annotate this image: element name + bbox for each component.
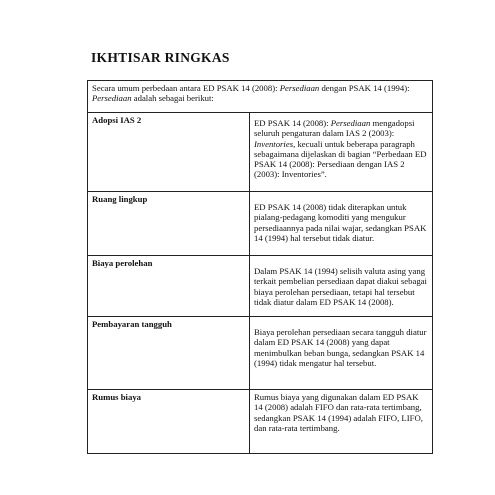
page-title: IKHTISAR RINGKAS bbox=[91, 50, 230, 65]
intro-row bbox=[88, 81, 433, 113]
row-label: Ruang lingkup bbox=[88, 192, 250, 256]
table-row bbox=[88, 256, 433, 317]
row-description: ED PSAK 14 (2008): Persediaan mengadopsi seluruh pengaturan dalam IAS 2 (2003): Inventories, kecuali untuk beberapa paragraph sebagaimana dijelaskan di bagian “Perbedaan ED PSAK 14 (2008): Persediaan dengan IAS 2 (2003): Inventories”. bbox=[250, 113, 433, 192]
summary-table bbox=[87, 80, 433, 454]
row-label: Biaya perolehan bbox=[88, 256, 250, 317]
table-row bbox=[88, 317, 433, 390]
row-description: Dalam PSAK 14 (1994) selisih valuta asing yang terkait pembelian persediaan dapat diakui sebagai biaya perolehan persediaan, tetapi hal tersebut tidak diatur dalam ED PSAK 14 (2008). bbox=[250, 256, 433, 317]
table-row bbox=[88, 390, 433, 454]
row-description: Rumus biaya yang digunakan dalam ED PSAK 14 (2008) adalah FIFO dan rata-rata tertimbang, sedangkan PSAK 14 (1994) adalah FIFO, LIFO, dan rata-rata tertimbang. bbox=[250, 390, 433, 454]
table-row bbox=[88, 192, 433, 256]
row-label: Adopsi IAS 2 bbox=[88, 113, 250, 192]
table-row bbox=[88, 113, 433, 192]
row-label: Rumus biaya bbox=[88, 390, 250, 454]
row-label: Pembayaran tangguh bbox=[88, 317, 250, 390]
intro-text: Secara umum perbedaan antara ED PSAK 14 (2008): Persediaan dengan PSAK 14 (1994): Persediaan adalah sebagai berikut: bbox=[88, 81, 433, 113]
row-description: Biaya perolehan persediaan secara tangguh diatur dalam ED PSAK 14 (2008) yang dapat menimbulkan beban bunga, sedangkan PSAK 14 (1994) tidak mengatur hal tersebut. bbox=[250, 317, 433, 390]
row-description: ED PSAK 14 (2008) tidak diterapkan untuk pialang-pedagang komoditi yang mengukur persediaannya pada nilai wajar, sedangkan PSAK 14 (1994) hal tersebut tidak diatur. bbox=[250, 192, 433, 256]
